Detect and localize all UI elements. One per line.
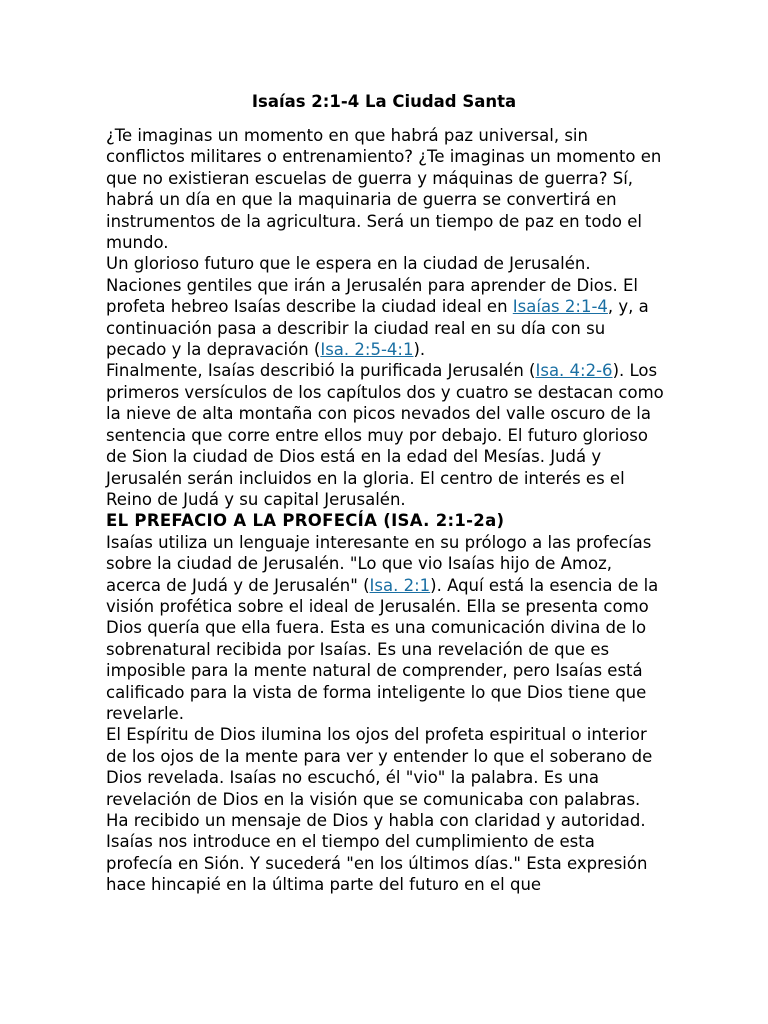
paragraph-purified-jerusalem: [106, 360, 666, 510]
document-body: [106, 125, 666, 896]
paragraph-last-days: Isaías nos introduce en el tiempo del cumplimiento de esta profecía en Sión. Y sucederá "en los últimos días." Esta expresión hace hincapié en la última parte del futuro en el que: [106, 832, 648, 895]
paragraph-text: , y, a continuación pasa a describir la ciudad real en su día con su pecado y la depravación (: [106, 297, 649, 360]
paragraph-text: Un glorioso futuro que le espera en la ciudad de Jerusalén. Naciones gentiles que irán a Jerusalén para aprender de Dios. El profeta hebreo Isaías describe la ciudad ideal en: [106, 254, 638, 317]
paragraph-intro: ¿Te imaginas un momento en que habrá paz universal, sin conflictos militares o entrenamiento? ¿Te imaginas un momento en que no existieran escuelas de guerra y máquinas de guerra? Sí, habrá un día en que la maquinaria de guerra se convertirá en instrumentos de la agricultura. Será un tiempo de paz en todo el mundo.: [106, 126, 662, 253]
paragraph-text: ). Aquí está la esencia de la visión profética sobre el ideal de Jerusalén. Ella se presenta como Dios quería que ella fuera. Esta es una comunicación divina de lo sobrenatural recibida por Isaías. Es una revelación de que es imposible para la mente natural de comprender, pero Isaías está calificado para la vista de forma inteligente lo que Dios tiene que revelarle.: [106, 575, 659, 723]
scripture-link-isaias-2-1-4[interactable]: Isaías 2:1-4: [512, 297, 608, 317]
paragraph-text: Isaías utiliza un lenguaje interesante en su prólogo a las profecías sobre la ciudad de Jerusalén. "Lo que vio Isaías hijo de Amoz, acerca de Judá y de Jerusalén" (: [106, 532, 652, 595]
paragraph-text: Finalmente, Isaías describió la purificada Jerusalén (: [106, 361, 536, 381]
paragraph-spirit: El Espíritu de Dios ilumina los ojos del profeta espiritual o interior de los ojos de la mente para ver y entender lo que el soberano de Dios revelada. Isaías no escuchó, él "vio" la palabra. Es una revelación de Dios en la visión que se comunicaba con palabras. Ha recibido un mensaje de Dios y habla con claridad y autoridad.: [106, 725, 653, 830]
scripture-link-isa-2-1[interactable]: Isa. 2:1: [369, 575, 431, 595]
scripture-link-isa-2-5-4-1[interactable]: Isa. 2:5-4:1: [320, 340, 414, 360]
section-heading-prefacio: EL PREFACIO A LA PROFECÍA (ISA. 2:1-2a): [106, 511, 505, 531]
paragraph-text: ).: [413, 340, 426, 360]
paragraph-prologue: [106, 532, 666, 725]
page-title: Isaías 2:1-4 La Ciudad Santa: [251, 92, 517, 111]
paragraph-future-jerusalem: [106, 253, 666, 360]
paragraph-text: ). Los primeros versículos de los capítulos dos y cuatro se destacan como la nieve de alta montaña con picos nevados del valle oscuro de la sentencia que corre entre ellos muy por debajo. El futuro glorioso de Sion la ciudad de Dios está en la edad del Mesías. Judá y Jerusalén serán incluidos en la gloria. El centro de interés es el Reino de Judá y su capital Jerusalén.: [106, 361, 664, 509]
scripture-link-isa-4-2-6[interactable]: Isa. 4:2-6: [535, 361, 613, 381]
